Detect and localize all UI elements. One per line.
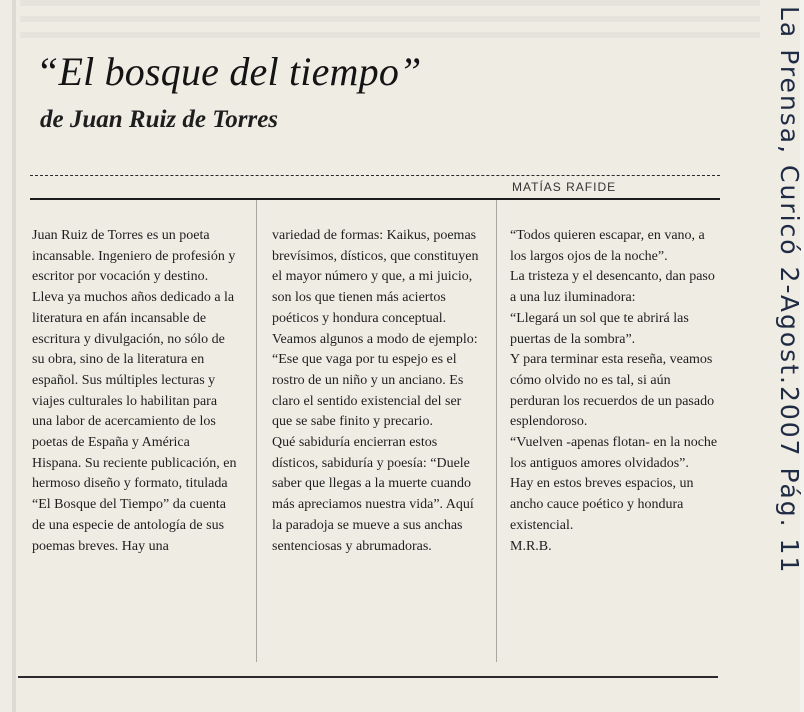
- paragraph: variedad de formas: Kaikus, poemas brevísimos, dísticos, que constituyen el mayor número y que, a mi juicio, son los que tienen más aciertos poéticos y hondura conceptual. Veamos algunos a modo de ejemplo: “Ese que vaga por tu espejo es el rostro de un niño y un anciano. Es claro el sentido existencial del ser que se sabe finito y precario.: [272, 228, 479, 430]
- paragraph: Y para terminar esta reseña, veamos cómo olvido no es tal, si aún perduran los recuerdos de un pasado esplendoroso.: [510, 352, 715, 430]
- article-column-3: [510, 226, 722, 557]
- divider-bottom: [18, 676, 718, 678]
- divider-top: [30, 175, 720, 176]
- paragraph: La tristeza y el desencanto, dan paso a una luz iluminadora:: [510, 269, 715, 306]
- paragraph: “Todos quieren escapar, en vano, a los largos ojos de la noche”.: [510, 228, 705, 264]
- article-column-2: [272, 226, 484, 557]
- divider-author: [30, 198, 720, 200]
- source-note: La Prensa, Curicó 2-Agost.2007 Pág. 11: [775, 6, 804, 575]
- scan-edge: [12, 0, 16, 712]
- paragraph: Qué sabiduría encierran estos dísticos, sabiduría y poesía: “Duele saber que llegas a la muerte cuando más apreciamos nuestra vida”. Aquí la paradoja se mueve a sus anchas sentenciosas y abrumadoras.: [272, 435, 474, 554]
- bleed-through-texture: [20, 0, 760, 40]
- article-headline: “El bosque del tiempo”: [36, 49, 422, 94]
- article-body: [32, 226, 722, 656]
- signature: M.R.B.: [510, 538, 552, 554]
- article-column-1: [32, 226, 238, 557]
- paragraph: Juan Ruiz de Torres es un poeta incansable. Ingeniero de profesión y escritor por vocación y destino. Lleva ya muchos años dedicado a la literatura en afán incansable de escritura y divulgación, no sólo de su obra, sino de la literatura en español. Sus múltiples lecturas y viajes culturales lo habilitan para una labor de acercamiento de los poetas de España y América Hispana. Su reciente publicación, en hermoso diseño y formato, titulada “El Bosque del Tiempo” da cuenta de una especie de antología de sus poemas breves. Hay una: [32, 228, 237, 554]
- paragraph: “Vuelven -apenas flotan- en la noche los antiguos amores olvidados”.: [510, 435, 718, 471]
- article-byline: de Juan Ruiz de Torres: [40, 106, 279, 133]
- author-name: MATÍAS RAFIDE: [512, 180, 617, 194]
- paragraph: “Llegará un sol que te abrirá las puertas de la sombra”.: [510, 310, 689, 347]
- paragraph: Hay en estos breves espacios, un ancho cauce poético y hondura existencial.: [510, 476, 694, 533]
